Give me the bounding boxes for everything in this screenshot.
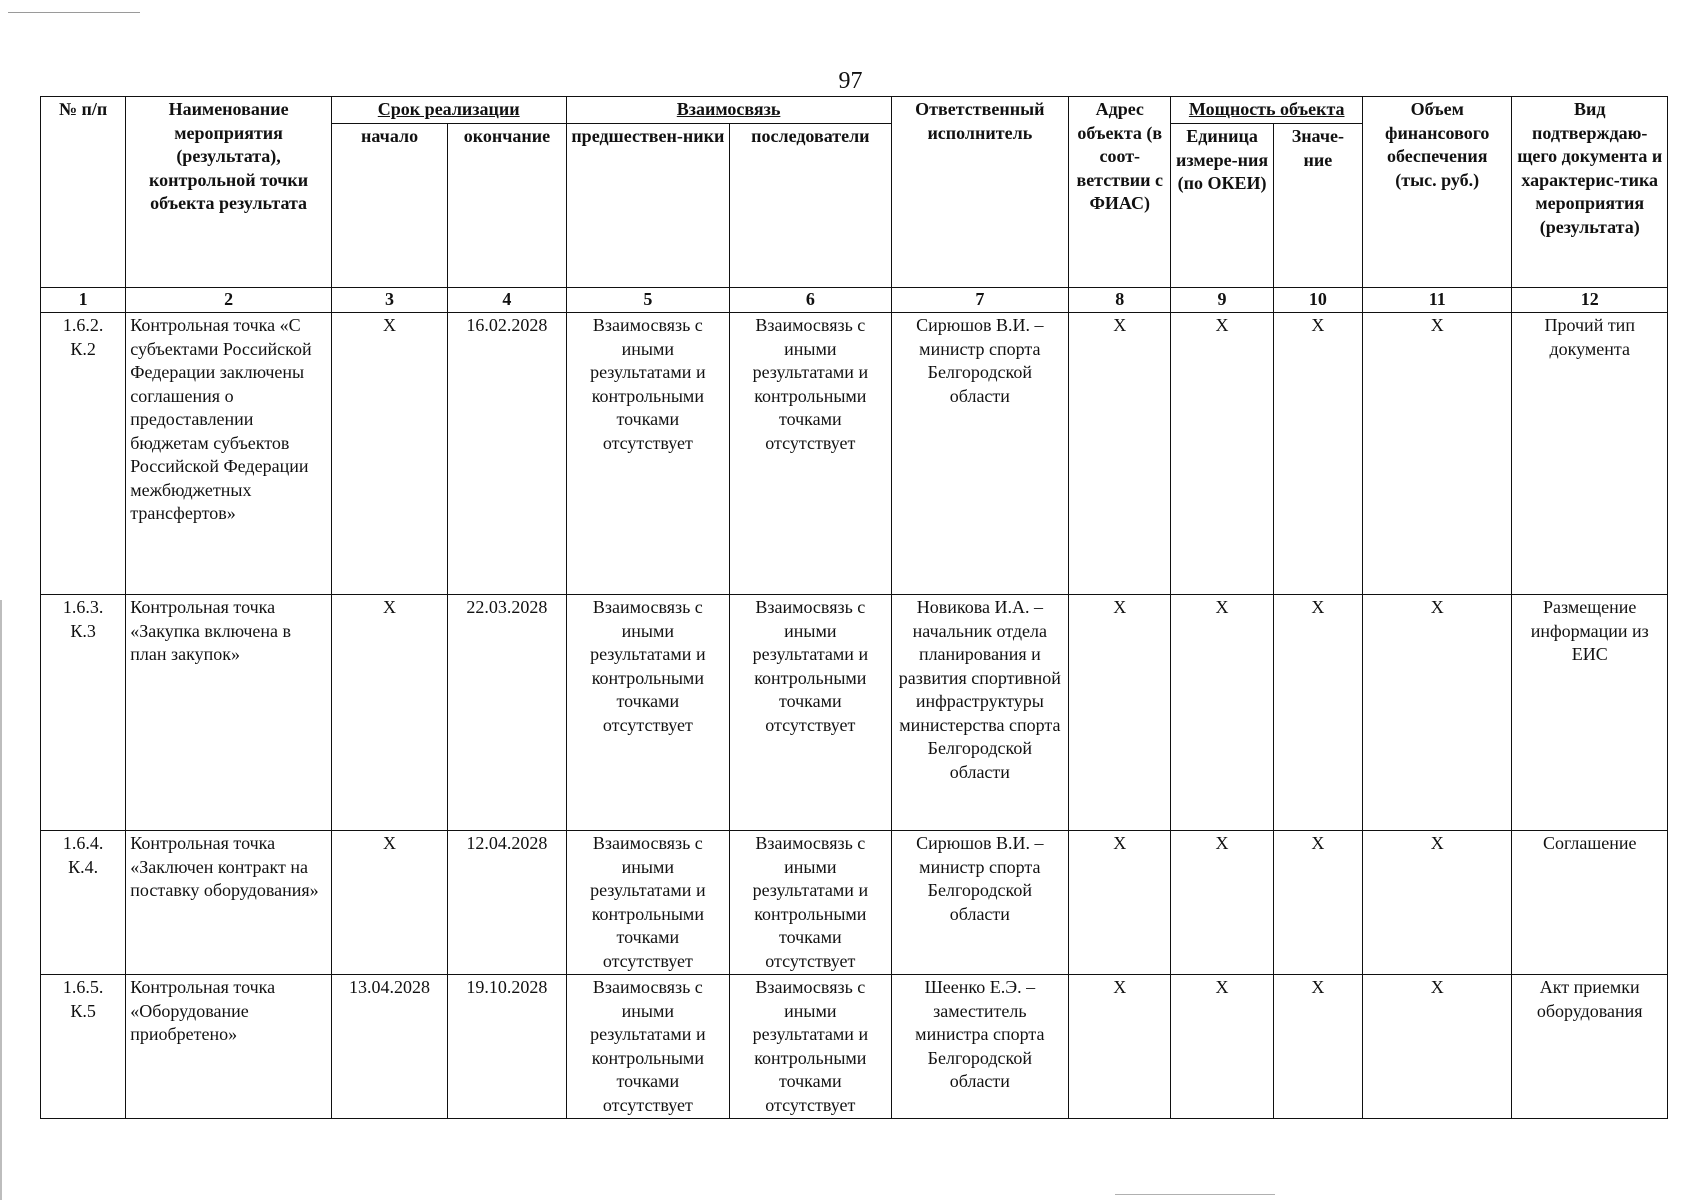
row-value: X <box>1273 595 1362 831</box>
row-finance: X <box>1362 595 1511 831</box>
row-address: X <box>1069 313 1171 595</box>
row-number-line2: К.2 <box>70 338 96 359</box>
row-predecessors: Взаимосвязь с иными результатами и контрольными точками отсутствует <box>566 831 729 975</box>
header-no: № п/п <box>41 97 126 288</box>
table-body <box>41 288 1668 1119</box>
header-responsible: Ответственный исполнитель <box>891 97 1069 288</box>
row-value: X <box>1273 313 1362 595</box>
scan-artifact-line-bottom <box>1115 1194 1275 1195</box>
row-number <box>41 595 126 831</box>
row-unit: X <box>1171 975 1273 1119</box>
row-address: X <box>1069 831 1171 975</box>
column-number: 8 <box>1069 288 1171 313</box>
column-number: 3 <box>331 288 447 313</box>
row-successors: Взаимосвязь с иными результатами и контрольными точками отсутствует <box>730 831 892 975</box>
header-name: Наименование мероприятия (результата), контрольной точки объекта результата <box>126 97 332 288</box>
row-name: Контрольная точка «Закупка включена в план закупок» <box>126 595 332 831</box>
column-number: 5 <box>566 288 729 313</box>
row-unit: X <box>1171 595 1273 831</box>
row-successors: Взаимосвязь с иными результатами и контрольными точками отсутствует <box>730 595 892 831</box>
table-row <box>41 595 1668 831</box>
row-finance: X <box>1362 831 1511 975</box>
column-number: 9 <box>1171 288 1273 313</box>
row-number <box>41 831 126 975</box>
row-finance: X <box>1362 313 1511 595</box>
row-predecessors: Взаимосвязь с иными результатами и контрольными точками отсутствует <box>566 595 729 831</box>
row-number <box>41 313 126 595</box>
column-number: 4 <box>448 288 566 313</box>
row-document: Соглашение <box>1512 831 1668 975</box>
row-predecessors: Взаимосвязь с иными результатами и контрольными точками отсутствует <box>566 313 729 595</box>
scan-artifact-edge <box>0 600 2 1200</box>
row-number-line2: К.5 <box>70 1000 96 1021</box>
column-number: 2 <box>126 288 332 313</box>
column-number: 7 <box>891 288 1069 313</box>
header-address: Адрес объекта (в соот-ветствии с ФИАС) <box>1069 97 1171 288</box>
table-row <box>41 831 1668 975</box>
row-number-line2: К.3 <box>70 620 96 641</box>
row-start: X <box>331 831 447 975</box>
row-responsible: Новикова И.А. – начальник отдела планирования и развития спортивной инфраструктуры министерства спорта Белгородской области <box>891 595 1069 831</box>
row-number-line1: 1.6.3. <box>62 597 104 617</box>
row-start: X <box>331 595 447 831</box>
row-address: X <box>1069 595 1171 831</box>
row-predecessors: Взаимосвязь с иными результатами и контрольными точками отсутствует <box>566 975 729 1119</box>
plan-table <box>40 96 1668 1119</box>
row-number-line1: 1.6.4. <box>62 833 104 853</box>
row-responsible: Шеенко Е.Э. – заместитель министра спорта Белгородской области <box>891 975 1069 1119</box>
column-number-row <box>41 288 1668 313</box>
column-number: 6 <box>730 288 892 313</box>
header-end: окончание <box>448 124 566 288</box>
header-successors: последователи <box>730 124 892 288</box>
row-end: 12.04.2028 <box>448 831 566 975</box>
table-header <box>41 97 1668 288</box>
table-row <box>41 975 1668 1119</box>
row-unit: X <box>1171 831 1273 975</box>
header-group-capacity: Мощность объекта <box>1171 97 1363 124</box>
row-name: Контрольная точка «Заключен контракт на поставку оборудования» <box>126 831 332 975</box>
row-responsible: Сирюшов В.И. – министр спорта Белгородской области <box>891 831 1069 975</box>
row-end: 19.10.2028 <box>448 975 566 1119</box>
page-number: 97 <box>838 68 863 94</box>
scan-artifact-line <box>8 12 140 13</box>
row-unit: X <box>1171 313 1273 595</box>
column-number: 12 <box>1512 288 1668 313</box>
column-number: 11 <box>1362 288 1511 313</box>
row-start: X <box>331 313 447 595</box>
header-value: Значе-ние <box>1273 124 1362 288</box>
row-name: Контрольная точка «С субъектами Российской Федерации заключены соглашения о предоставлении бюджетам субъектов Российской Федерации межбюджетных трансфертов» <box>126 313 332 595</box>
header-predecessors: предшествен-ники <box>566 124 729 288</box>
row-successors: Взаимосвязь с иными результатами и контрольными точками отсутствует <box>730 313 892 595</box>
row-number-line1: 1.6.5. <box>62 977 104 997</box>
row-number <box>41 975 126 1119</box>
header-group-link: Взаимосвязь <box>566 97 891 124</box>
row-document: Акт приемки оборудования <box>1512 975 1668 1119</box>
row-name: Контрольная точка «Оборудование приобретено» <box>126 975 332 1119</box>
row-document: Размещение информации из ЕИС <box>1512 595 1668 831</box>
header-unit: Единица измере-ния (по ОКЕИ) <box>1171 124 1273 288</box>
row-successors: Взаимосвязь с иными результатами и контрольными точками отсутствует <box>730 975 892 1119</box>
row-number-line2: К.4. <box>68 856 99 877</box>
row-end: 22.03.2028 <box>448 595 566 831</box>
row-value: X <box>1273 831 1362 975</box>
header-start: начало <box>331 124 447 288</box>
header-document: Вид подтверждаю-щего документа и характерис-тика мероприятия (результата) <box>1512 97 1668 288</box>
column-number: 10 <box>1273 288 1362 313</box>
table-row <box>41 313 1668 595</box>
row-responsible: Сирюшов В.И. – министр спорта Белгородской области <box>891 313 1069 595</box>
row-address: X <box>1069 975 1171 1119</box>
row-number-line1: 1.6.2. <box>62 315 104 335</box>
column-number: 1 <box>41 288 126 313</box>
row-finance: X <box>1362 975 1511 1119</box>
row-end: 16.02.2028 <box>448 313 566 595</box>
header-finance: Объем финансового обеспечения (тыс. руб.) <box>1362 97 1511 288</box>
header-group-term: Срок реализации <box>331 97 566 124</box>
row-start: 13.04.2028 <box>331 975 447 1119</box>
row-document: Прочий тип документа <box>1512 313 1668 595</box>
row-value: X <box>1273 975 1362 1119</box>
